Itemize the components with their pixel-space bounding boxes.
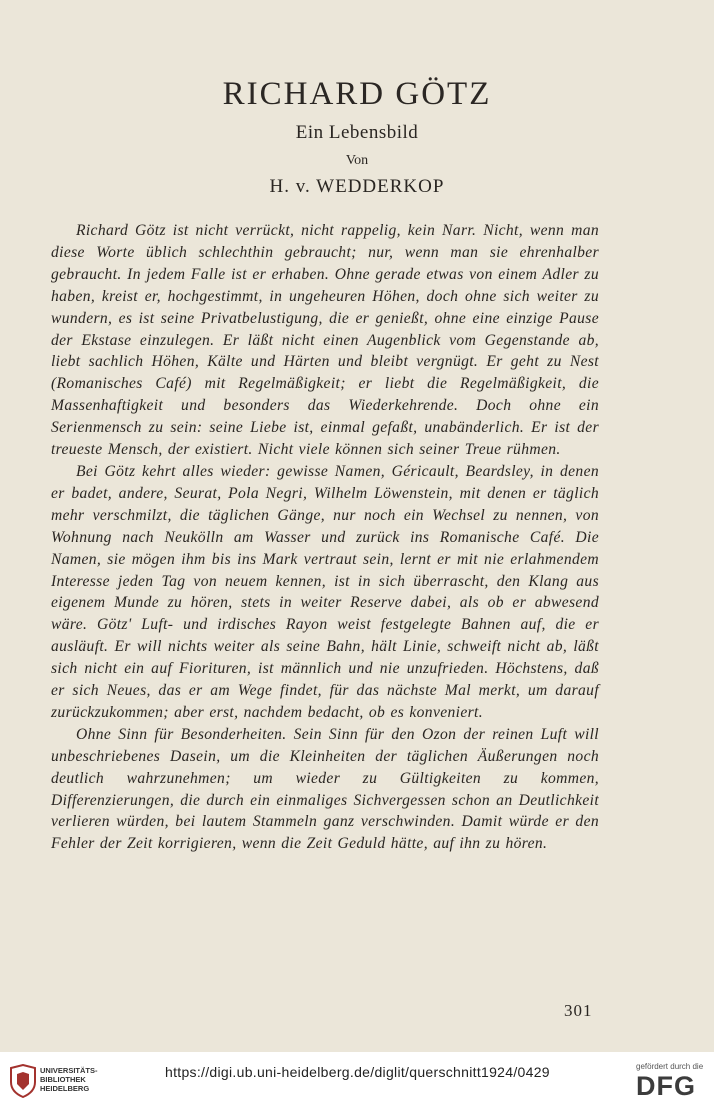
viewer-footer <box>0 1052 714 1107</box>
dfg-logo[interactable]: DFG <box>636 1071 696 1101</box>
university-seal-icon[interactable] <box>8 1064 38 1098</box>
page-number: 301 <box>564 1001 593 1020</box>
article-subtitle: Ein Lebensbild <box>295 122 419 143</box>
author-name: H. v. WEDDERKOP <box>269 176 445 197</box>
funder-caption: gefördert durch die <box>636 1062 704 1071</box>
article-body <box>51 220 599 855</box>
paragraph: Bei Götz kehrt alles wieder: gewisse Namen, Géricault, Beardsley, in denen er badet, andere, Seurat, Pola Negri, Wilhelm Löwenstein, mit denen er täglich mehr verschmilzt, die täglichen Gänge, nur noch ein Wechsel zu nennen, von Wohnung nach Neukölln am Wasser und zurück ins Romanische Café. Die Namen, sie mögen ihm bis ins Mark vertraut sein, lernt er mit nie erlahmendem Interesse jeden Tag von neuem kennen, ist in sich überrascht, den Klang aus eigenem Munde zu hören, stets in weiter Reserve dabei, als ob er abwesend wäre. Götz' Luft- und irdisches Rayon weist festgelegte Bahnen auf, die er ausläuft. Er will nichts weiter als seine Bahn, hält Linie, schweift nicht ab, läßt sich nicht ein auf Fiorituren, ist männlich und nie unzufrieden. Höchstens, daß er sich Neues, das er am Wege findet, für das nächste Mal merkt, um darauf zurückzukommen; aber erst, nachdem bedacht, ob es konveniert. <box>51 462 599 721</box>
permalink-url[interactable]: https://digi.ub.uni-heidelberg.de/diglit/querschnitt1924/0429 <box>165 1064 550 1080</box>
byline-prefix: Von <box>345 153 369 168</box>
paragraph: Richard Götz ist nicht verrückt, nicht rappelig, kein Narr. Nicht, wenn man diese Worte üblich schlechthin gebraucht; nur, wenn man sie ehrenhalber gebraucht. In jedem Falle ist er erhaben. Ohne gerade etwas von einem Adler zu haben, kreist er, hochgestimmt, in ungeheuren Höhen, doch ohne sich weiter zu wundern, es ist seine Privatbelustigung, die er genießt, ohne eine einzige Pause der Ekstase einzulegen. Er läßt nicht einen Augenblick vom Gegenstande ab, liebt sachlich Höhen, Kälte und Härten und bleibt vergnügt. Er geht zu Nest (Romanisches Café) mit Regelmäßigkeit; er liebt die Regelmäßigkeit, die Massenhaftigkeit und besonders das Wiederkehrende. Doch ohne ein Serienmensch zu sein: seine Liebe ist, einmal gefaßt, unabänderlich. Er ist der treueste Mensch, der existiert. Nicht viele können sich seiner Treue rühmen. <box>51 222 599 459</box>
article-title: RICHARD GÖTZ <box>222 76 492 112</box>
library-name[interactable]: UNIVERSITÄTS- BIBLIOTHEK HEIDELBERG <box>40 1066 98 1093</box>
paragraph: Ohne Sinn für Besonderheiten. Sein Sinn für den Ozon der reinen Luft will unbeschriebenes Dasein, um die Kleinheiten der täglichen Äußerungen noch deutlich wahrzunehmen; um wieder zu Gültigkeiten zu kommen, Differenzierungen, die durch ein einmaliges Sichvergessen schon an Deutlichkeit verlieren würden, bei lautem Stammeln ganz verschwinden. Damit würde er den Fehler der Zeit korrigieren, wenn die Zeit Geduld hätte, auf ihn zu hören. <box>51 725 599 853</box>
